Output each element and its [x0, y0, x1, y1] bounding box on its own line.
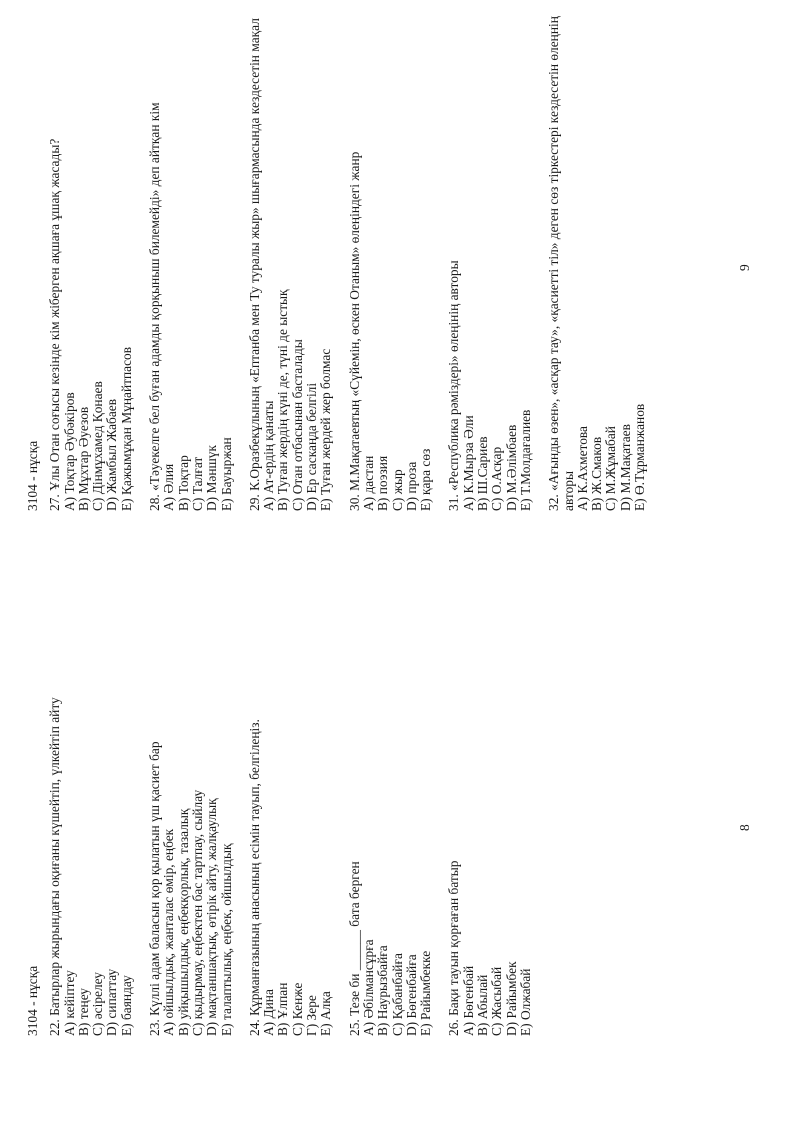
question-text: 31. «Республика рәміздері» өлеңінің авторы [446, 260, 462, 511]
option-b: В) поэзия [375, 455, 391, 511]
option-c: С) Жасыбай [489, 966, 505, 1036]
option-c: С) Қабанбайға [389, 953, 405, 1036]
option-b: В) Ш.Сариев [475, 436, 491, 511]
question-25 [348, 566, 434, 1036]
option-b: В) Мұхтар Әуезов [75, 406, 91, 511]
option-a: А) Дина [261, 989, 277, 1036]
left-page-column [26, 566, 547, 1036]
option-d: D) Мәншүк [204, 444, 220, 511]
option-a: А) К.Ахметова [574, 426, 590, 511]
option-e: Е) Бауыржан [218, 437, 234, 511]
question-26 [447, 566, 533, 1036]
option-b: В) уйқышылдық, еңбекқорлық, тазалық [175, 808, 191, 1036]
question-31 [447, 11, 533, 511]
option-c: С) Отан отбасынан басталады [289, 339, 305, 511]
option-c: С) әсірелеу [90, 972, 106, 1036]
right-page-column [26, 11, 661, 511]
question-23 [148, 566, 234, 1036]
option-a: А) ойшылдық, жанталас өмір, еңбек [161, 828, 177, 1036]
option-e: Е) талаптылық, еңбек, ойшылдық [218, 843, 234, 1036]
option-b: В) Ж.Смаков [589, 436, 605, 511]
option-a: А) Тоқтар Әубәкіров [61, 392, 77, 511]
question-22 [48, 566, 134, 1036]
option-c: С) жыр [389, 469, 405, 511]
question-27 [48, 11, 134, 511]
option-e: Е) Т.Молдағалиев [517, 409, 533, 511]
option-d: D) Ер саскаңда белгілі [304, 382, 320, 511]
option-b: В) Туған жердің күні де, түні де ыстық [275, 289, 291, 511]
question-32 [547, 11, 647, 511]
question-text: 29. К.Оразбекұлының «Ептанба мен Ту туралы жыр» шығармасында кездесетін мақал [246, 18, 262, 511]
option-b: В) Абылай [475, 974, 491, 1036]
option-e: Е) Ө.Тұрманжанов [631, 403, 647, 511]
question-24 [248, 566, 334, 1036]
option-e: Е) Райымбекке [418, 950, 434, 1036]
question-text: 22. Батырлар жырындағы оқиғаны күшейтіп, үлкейтіп айту [47, 697, 63, 1036]
option-c: С) Талғат [189, 456, 205, 511]
option-e: Е) қара сөз [418, 448, 434, 511]
option-d: D) Жамбыл Жабаев [104, 398, 120, 511]
option-b: В) Тоқтар [175, 455, 191, 511]
option-c: С) Кенже [289, 982, 305, 1036]
option-c: С) Дінмұхамед Қонаев [90, 381, 106, 511]
question-text: 26. Бақи тауын қорғаған батыр [446, 860, 462, 1036]
option-c: С) О.Асқар [489, 446, 505, 511]
option-d: D) М.Мақатаев [617, 424, 633, 511]
question-29 [248, 11, 334, 511]
question-text: 25. Тезе би ______ бата берген [346, 861, 362, 1036]
question-text: 32. «Ағынды өзен», «асқар тау», «қасиетті тіл» деген сөз тіркестері кездесетін өлеңнің авторы [546, 16, 576, 511]
option-b: В) Ұлпан [275, 982, 291, 1036]
question-text: 24. Құрманғазының анасының есімін тауып, белгілеңіз. [246, 719, 262, 1036]
question-30 [348, 11, 434, 511]
option-d: D) проза [403, 461, 419, 511]
option-c: С) М.Жұмабай [603, 426, 619, 511]
option-a: А) дастан [360, 455, 376, 511]
option-c: С) қыдырмау, еңбектен бас тартпау, сыйлау [189, 789, 205, 1036]
option-b: В) Наурызбайға [375, 945, 391, 1036]
left-page-header: 3104 - нұсқа [25, 965, 40, 1036]
option-a: А) Әлия [161, 463, 177, 511]
option-e: Е) баяндау [118, 975, 134, 1036]
question-text: 23. Күллі адам баласын қор қылатын үш қасиет бар [147, 741, 163, 1036]
option-d: D) М.Әлімбаев [503, 424, 519, 511]
option-b: В) теңеу [75, 987, 91, 1036]
option-d: D) Бөгенбайға [403, 954, 419, 1036]
option-e: Е) Қажымұқан Мұңайтпасов [118, 346, 134, 511]
option-a: А) кейіптеу [61, 970, 77, 1036]
option-e: Е) Туған жердей жер болмас [318, 348, 334, 511]
question-text: 28. «Тәуекелге бел буған адамды қорқыныш билемейді» деп айтқан кім [147, 102, 163, 511]
option-d: D) сипаттау [104, 968, 120, 1036]
option-a: А) Бөгенбай [460, 965, 476, 1036]
option-d: D) Райымбек [503, 961, 519, 1036]
option-d: Г) Зере [304, 995, 320, 1036]
right-page-number: 9 [737, 264, 752, 271]
option-a: А) Ат-ердің қанаты [261, 400, 277, 511]
question-text: 27. Ұлы Отан соғысы кезінде кім жіберген ақшаға ұшақ жасады? [47, 138, 63, 511]
option-a: А) К.Мырза Әли [460, 415, 476, 511]
option-a: А) Әбілмансұрға [360, 939, 376, 1036]
option-e: Е) Олжабай [517, 968, 533, 1036]
question-28 [148, 11, 234, 511]
left-page-number: 8 [737, 824, 752, 831]
right-page-header: 3104 - нұсқа [25, 440, 40, 511]
option-d: D) мақтаншақтық, өтірік айту, жалқаулық [204, 798, 220, 1036]
question-text: 30. М.Мақатаевтың «Сүйемін, өскен Отаным» өлеңіндегі жанр [346, 151, 362, 511]
option-e: Е) Алқа [318, 991, 334, 1036]
